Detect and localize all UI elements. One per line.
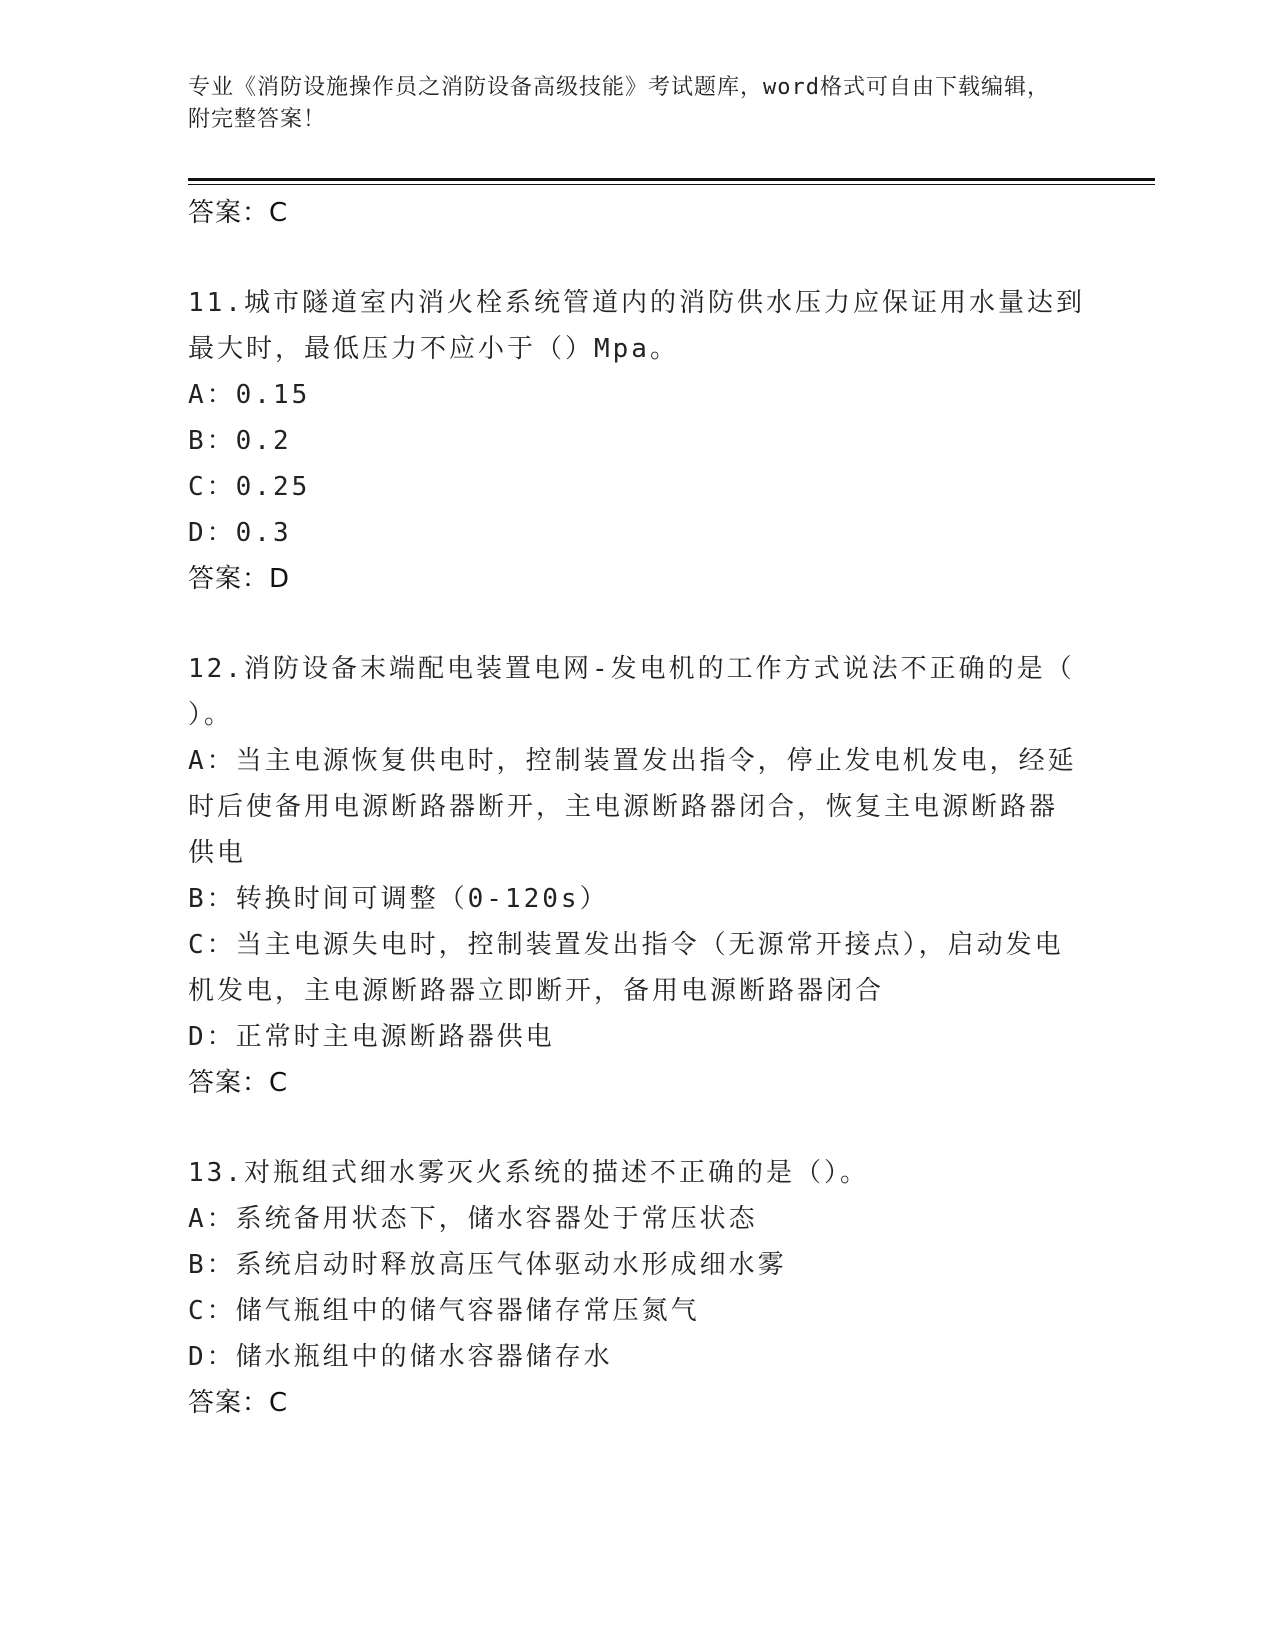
question-text-line: ）。 — [188, 700, 234, 730]
document-body — [188, 190, 1088, 1426]
spacer — [188, 236, 1088, 280]
option-a-continued: 时后使备用电源断路器断开，主电源断路器闭合，恢复主电源断路器 — [188, 792, 1059, 822]
option-a: A：当主电源恢复供电时，控制装置发出指令，停止发电机发电，经延 — [188, 746, 1077, 776]
option-d: D：正常时主电源断路器供电 — [188, 1022, 555, 1052]
question-13 — [188, 1150, 1088, 1426]
question-text-line: 13.对瓶组式细水雾灭火系统的描述不正确的是（）。 — [188, 1158, 869, 1188]
option-d: D：储水瓶组中的储水容器储存水 — [188, 1342, 613, 1372]
question-text-line: 12.消防设备末端配电装置电网-发电机的工作方式说法不正确的是（ — [188, 654, 1075, 684]
answer-line: 答案：D — [188, 564, 291, 594]
option-b: B：转换时间可调整（0-120s） — [188, 884, 609, 914]
document-header — [188, 72, 1068, 136]
option-c: C：储气瓶组中的储气容器储存常压氮气 — [188, 1296, 700, 1326]
header-divider-thick — [188, 178, 1155, 181]
option-b: B：系统启动时释放高压气体驱动水形成细水雾 — [188, 1250, 787, 1280]
answer-line: 答案：C — [188, 1068, 289, 1098]
answer-line: 答案：C — [188, 1388, 289, 1418]
option-a: A：0.15 — [188, 380, 311, 410]
question-11 — [188, 280, 1088, 602]
header-divider-thin — [188, 184, 1155, 185]
question-12 — [188, 646, 1088, 1106]
option-a: A：系统备用状态下，储水容器处于常压状态 — [188, 1204, 758, 1234]
option-c: C：0.25 — [188, 472, 311, 502]
option-c-continued: 机发电，主电源断路器立即断开，备用电源断路器闭合 — [188, 976, 885, 1006]
spacer — [188, 602, 1088, 646]
option-b: B：0.2 — [188, 426, 292, 456]
option-d: D：0.3 — [188, 518, 292, 548]
answer-line: 答案：C — [188, 198, 289, 228]
question-text-line: 最大时，最低压力不应小于（）Mpa。 — [188, 334, 679, 364]
option-c: C：当主电源失电时，控制装置发出指令（无源常开接点），启动发电 — [188, 930, 1064, 960]
option-a-continued: 供电 — [188, 838, 247, 868]
spacer — [188, 1106, 1088, 1150]
question-text-line: 11.城市隧道室内消火栓系统管道内的消防供水压力应保证用水量达到 — [188, 288, 1085, 318]
header-text: 专业《消防设施操作员之消防设备高级技能》考试题库，word格式可自由下载编辑，附完整答案！ — [188, 75, 1050, 132]
